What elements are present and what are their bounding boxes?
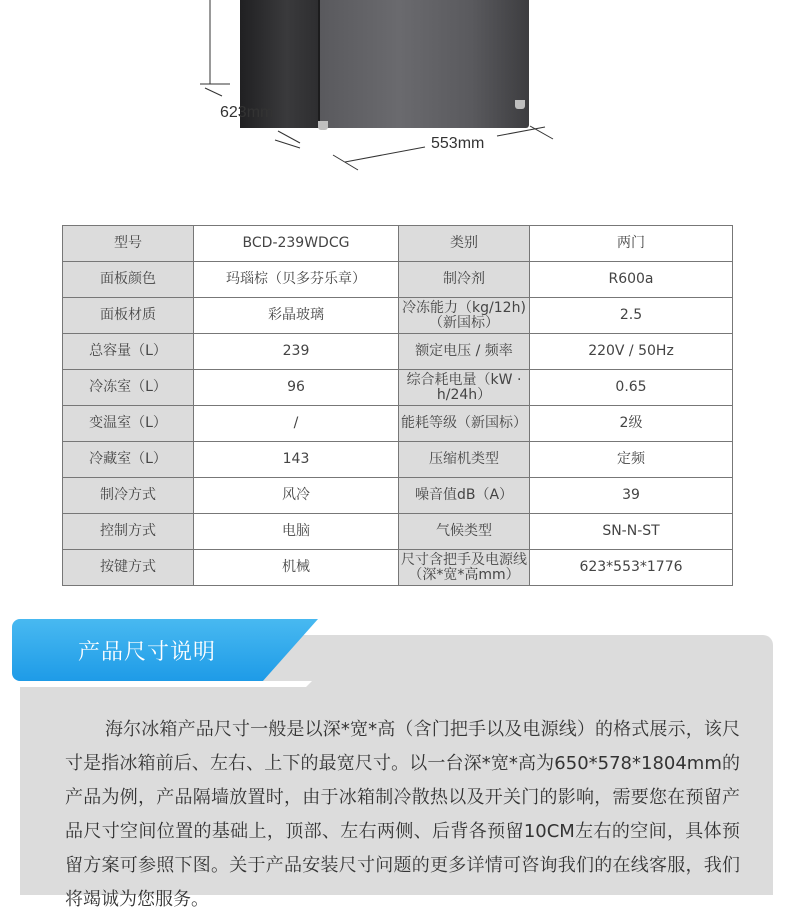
spec-value-cell: 239 xyxy=(194,334,399,370)
table-row xyxy=(63,370,733,406)
spec-key-cell: 面板材质 xyxy=(63,298,194,334)
section-title: 产品尺寸说明 xyxy=(78,640,217,665)
spec-value-cell: BCD-239WDCG xyxy=(194,226,399,262)
spec-value-cell: 机械 xyxy=(194,550,399,586)
table-row xyxy=(63,514,733,550)
spec-key-cell: 按键方式 xyxy=(63,550,194,586)
spec-value-cell: 两门 xyxy=(530,226,733,262)
table-row xyxy=(63,442,733,478)
dimension-lines xyxy=(0,0,790,180)
spec-key-cell: 能耗等级（新国标） xyxy=(399,406,530,442)
table-row xyxy=(63,262,733,298)
table-row xyxy=(63,226,733,262)
spec-key-cell: 类别 xyxy=(399,226,530,262)
spec-value-cell: / xyxy=(194,406,399,442)
spec-key-cell: 总容量（L） xyxy=(63,334,194,370)
spec-key-cell: 冷冻室（L） xyxy=(63,370,194,406)
spec-key-cell: 气候类型 xyxy=(399,514,530,550)
spec-value-cell: 96 xyxy=(194,370,399,406)
depth-label: 623mm xyxy=(220,104,274,121)
spec-value-cell: 623*553*1776 xyxy=(530,550,733,586)
spec-key-cell: 制冷方式 xyxy=(63,478,194,514)
spec-key-cell: 噪音值dB（A） xyxy=(399,478,530,514)
spec-value-cell: 39 xyxy=(530,478,733,514)
spec-key-cell: 制冷剂 xyxy=(399,262,530,298)
banner-underline xyxy=(12,681,312,687)
table-row xyxy=(63,334,733,370)
panel-top-spacer xyxy=(270,619,790,635)
spec-value-cell: 彩晶玻璃 xyxy=(194,298,399,334)
table-row xyxy=(63,550,733,586)
spec-key-cell: 额定电压 / 频率 xyxy=(399,334,530,370)
spec-key-cell: 压缩机类型 xyxy=(399,442,530,478)
spec-value-cell: 2级 xyxy=(530,406,733,442)
table-row xyxy=(63,478,733,514)
spec-key-cell: 面板颜色 xyxy=(63,262,194,298)
table-row xyxy=(63,298,733,334)
spec-value-cell: 143 xyxy=(194,442,399,478)
spec-value-cell: R600a xyxy=(530,262,733,298)
spec-value-cell: 玛瑙棕（贝多芬乐章） xyxy=(194,262,399,298)
spec-table xyxy=(62,225,733,586)
spec-value-cell: 220V / 50Hz xyxy=(530,334,733,370)
spec-key-cell: 冷冻能力（kg/12h)（新国标） xyxy=(399,298,530,334)
spec-value-cell: 电脑 xyxy=(194,514,399,550)
spec-key-cell: 综合耗电量（kW · h/24h） xyxy=(399,370,530,406)
spec-value-cell: 0.65 xyxy=(530,370,733,406)
spec-key-cell: 尺寸含把手及电源线（深*宽*高mm） xyxy=(399,550,530,586)
spec-value-cell: 定频 xyxy=(530,442,733,478)
section-paragraph: 海尔冰箱产品尺寸一般是以深*宽*高（含门把手以及电源线）的格式展示，该尺寸是指冰箱前后、左右、上下的最宽尺寸。以一台深*宽*高为650*578*1804mm的产品为例，产品隔墙放置时，由于冰箱制冷散热以及开关门的影响，需要您在预留产品尺寸空间位置的基础上，顶部、左右两侧、后背各预留10CM左右的空间，具体预留方案可参照下图。关于产品安装尺寸问题的更多详情可咨询我们的在线客服，我们将竭诚为您服务。 xyxy=(65,719,740,910)
spec-value-cell: 2.5 xyxy=(530,298,733,334)
spec-value-cell: 风冷 xyxy=(194,478,399,514)
table-row xyxy=(63,406,733,442)
fridge-dimension-illustration xyxy=(0,0,790,180)
spec-key-cell: 变温室（L） xyxy=(63,406,194,442)
spec-value-cell: SN-N-ST xyxy=(530,514,733,550)
spec-key-cell: 冷藏室（L） xyxy=(63,442,194,478)
width-label: 553mm xyxy=(431,135,485,152)
spec-key-cell: 型号 xyxy=(63,226,194,262)
spec-key-cell: 控制方式 xyxy=(63,514,194,550)
